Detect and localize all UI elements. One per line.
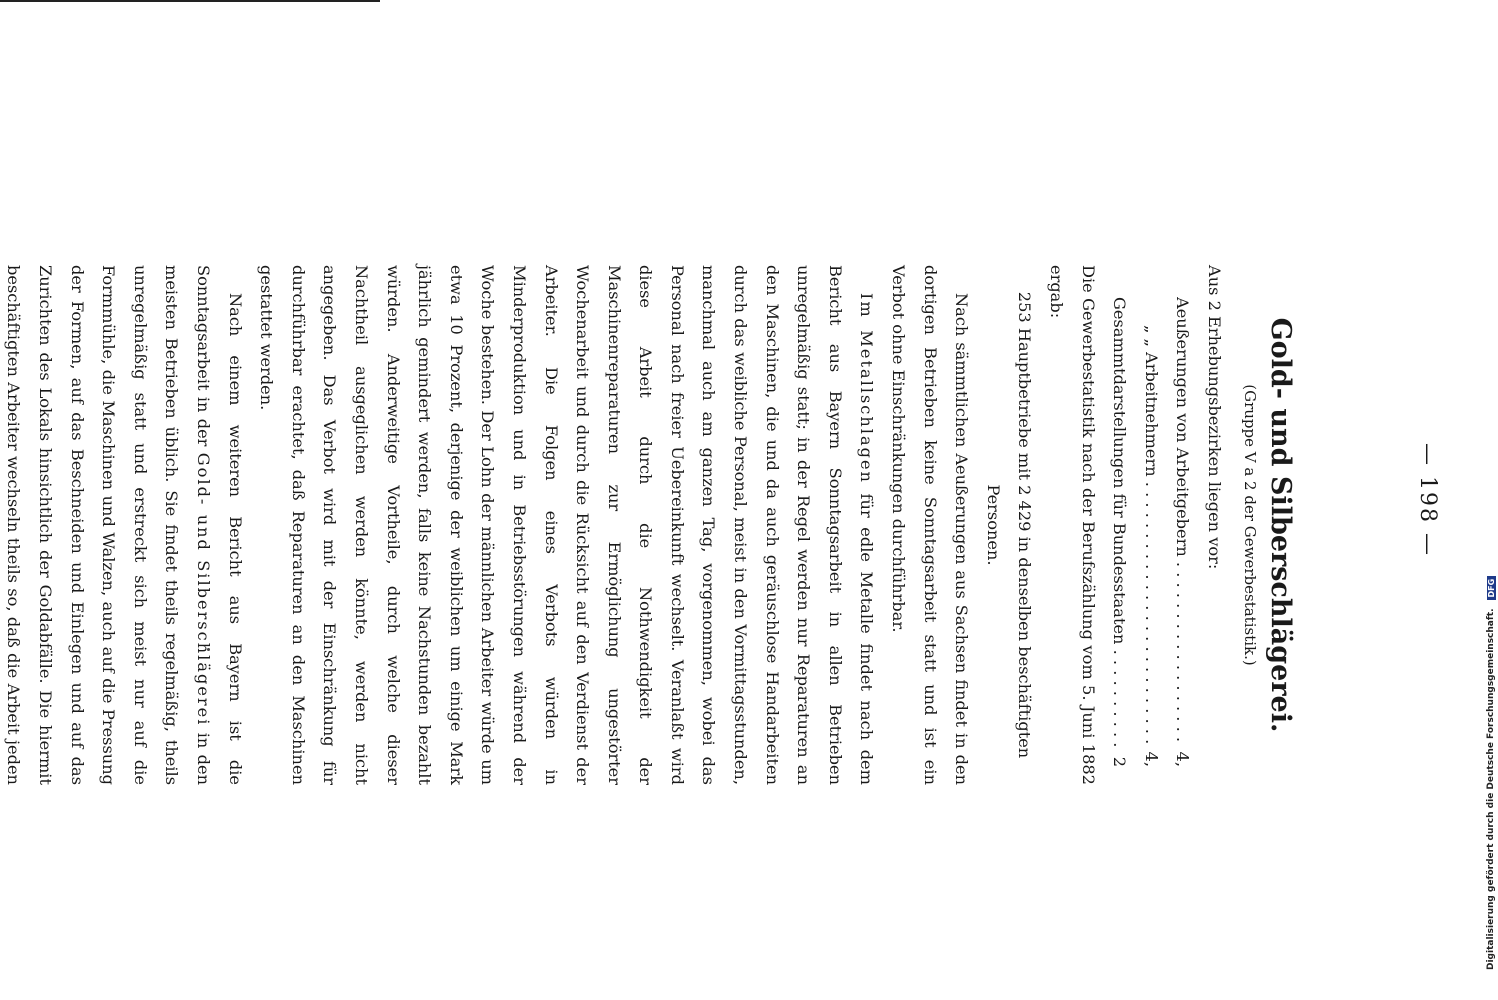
table-row — [1104, 297, 1136, 767]
table-row-value: 4, — [1173, 751, 1193, 767]
paragraph-gold-silver — [0, 265, 251, 785]
page-title: Gold- und Silberschlägerei. — [1265, 317, 1296, 733]
table-row — [1135, 297, 1167, 767]
survey-table — [1104, 297, 1199, 767]
table-row-label: Gesammtdarstellungen für Bundesstaaten . . . — [1104, 297, 1136, 751]
paragraph-metal-beating — [251, 265, 883, 785]
table-row-label: Aeußerungen von Arbeitgebern . . . — [1167, 297, 1199, 746]
table-row — [1167, 297, 1199, 767]
spaced-lead-text: Gold- und Silberschlägerei — [194, 452, 213, 727]
paragraph-body: für edle Metalle findet nach dem Bericht aus Bayern Sonntagsarbeit in allen Betrieben unregelmäßig statt; in der Regel werden nur Reparaturen an den Maschinen, die und da auch geräuschlose Handarbeiten durch das weibliche Personal, meist in den Vormittagsstunden, manchmal auch am ganzen Tag, vorgenommen, wobei das Personal nach freier Uebereinkunft wechselt. Veranlaßt wird diese Arbeit durch die Nothwendigkeit der Maschinenreparaturen zur Ermöglichung ungestörter Wochenarbeit und durch die Rücksicht auf den Verdienst der Arbeiter. Die Folgen eines Verbots würden in Minderproduktion und in Betriebsstörungen während der Woche bestehen. Der Lohn der männlichen Arbeiter würde um etwa 10 Prozent, derjenige der weiblichen um einige Mark jährlich gemindert werden, falls keine Nachstunden bezahlt würden. Anderweitige Vortheile, durch welche dieser Nachtheil ausgeglichen werden könnte, werden nicht angegeben. Das Verbot wird mit der Einschränkung für durchführbar erachtet, daß Reparaturen an den Maschinen gestattet werden. — [257, 265, 877, 785]
stats-intro: Die Gewerbestatistik nach der Berufszählung vom 5. Juni 1882 ergab: — [1047, 265, 1098, 785]
dfg-logo: DFG — [1487, 576, 1496, 601]
paragraph-body: in den meisten Betrieben üblich. Sie findet theils regelmäßig, theils unregelmäßig statt und erstreckt sich meist nur auf die Formmühle, die Maschinen und Walzen, auch auf die Pressung der Formen, auf das Beschneiden und Einlegen und auf das Zurichten des Lokals hinsichtlich der Goldabfälle. Die hiermit beschäftigten Arbeiter wechseln theils so, daß die Arbeit jeden — [4, 265, 213, 785]
page-subtitle: (Gruppe V a 2 der Gewerbestatistik.) — [1241, 384, 1259, 666]
table-row-value: 2 — [1110, 756, 1130, 767]
paragraph-saxony: Nach sämmtlichen Aeußerungen aus Sachsen findet in den dortigen Betrieben keine Sonntagsarbeit statt und ist ein Verbot ohne Einschränkungen durchführbar. — [889, 265, 972, 785]
page-content — [0, 265, 1298, 785]
stats-line: 253 Hauptbetriebe mit 2 429 in denselben beschäftigten Personen. — [983, 291, 1035, 759]
page-number: — 198 — — [1415, 443, 1440, 557]
digitization-credit — [1486, 10, 1498, 990]
intro-line: Aus 2 Erhebungsbezirken liegen vor: — [1205, 265, 1224, 570]
spaced-lead-text: Im Metallschlagen — [857, 293, 877, 484]
credit-text: Digitalisierung gefördert durch die Deutsche Forschungsgemeinschaft. — [1486, 608, 1496, 970]
table-row-value: 4, — [1141, 751, 1161, 767]
paragraph-body: Nach einem weiteren Bericht aus Bayern ist die Sonntagsarbeit in der — [194, 265, 245, 785]
table-row-label: „ „ Arbeitnehmern . . . — [1135, 297, 1167, 746]
